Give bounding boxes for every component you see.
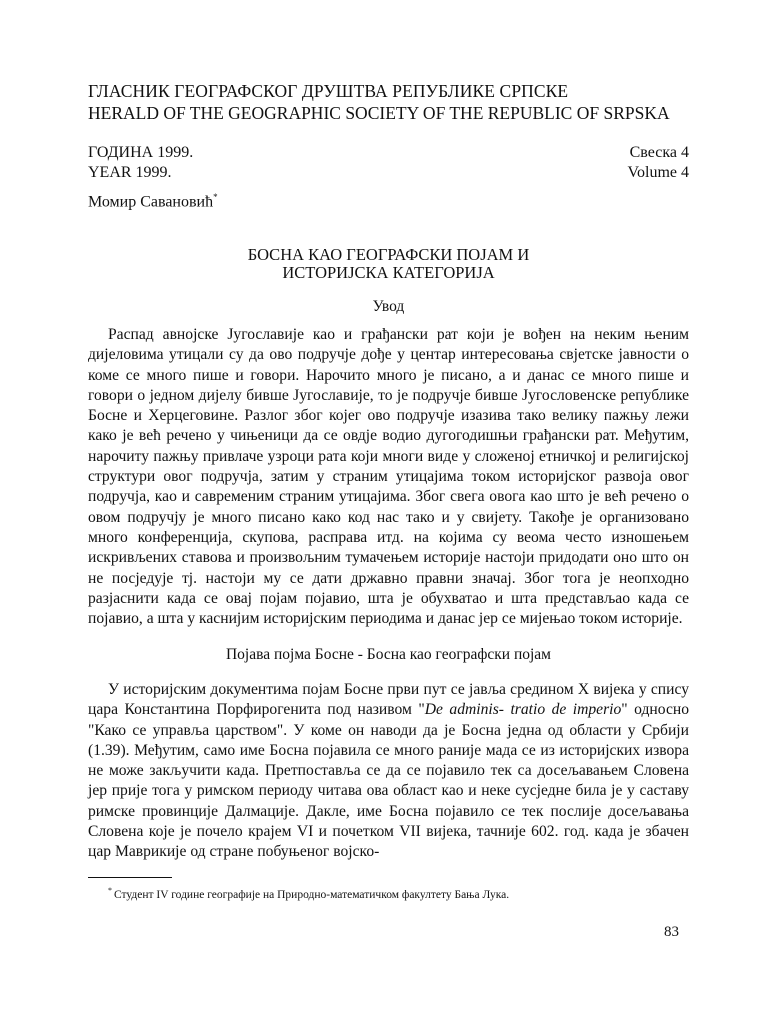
volume-english: Volume 4: [627, 164, 689, 181]
journal-title-english: HERALD OF THE GEOGRAPHIC SOCIETY OF THE REPUBLIC OF SRPSKA: [88, 103, 670, 123]
article-title-line2: ИСТОРИЈСКА КАТЕГОРИЈА: [282, 263, 495, 282]
footnote-divider: [88, 877, 172, 878]
journal-title-cyrillic: ГЛАСНИК ГЕОГРАФСКОГ ДРУШТВА РЕПУБЛИКЕ СРПСКЕ: [88, 81, 569, 101]
author: [88, 192, 218, 211]
footnote: [108, 886, 509, 901]
issue-cyrillic: Свеска 4: [629, 144, 689, 161]
meta-row-cyrillic: [88, 143, 689, 163]
section2-heading: Појава појма Босне - Босна као географски појам: [225, 646, 551, 663]
section2-text-part2: " односно "Како се управља царством". У коме он наводи да је Босна једна од области у Србији (1.39). Међутим, само име Босна појавила се много раније мада се из историјских извора не може закључити када. Претпоставља се да се појавило тек са досељавањем Словена јер прије тога у римском периоду читава ова област као и неке сусједне била је у саставу римске провинције Далмације. Дакле, име Босна појавило се тек послије досељавања Словена које је почело крајем VI и почетком VII вијека, тачније 602. год. када је збачен цар Маврикије од стране побуњеног војско-: [88, 701, 690, 861]
meta-row-english: [88, 163, 689, 183]
year-cyrillic: ГОДИНА 1999.: [88, 144, 194, 161]
author-footnote-mark: *: [213, 192, 218, 202]
author-name: Момир Савановић: [88, 193, 214, 211]
footnote-mark: *: [108, 886, 112, 895]
intro-heading: Увод: [372, 298, 405, 315]
intro-paragraph: Распад авнојске Југославије као и грађански рат који је вођен на неким њеним дијеловима утицали су да ово подручје дође у центар интересовања свјетске јавности о коме се много пише и говори. Нарочито много је писано, а и данас се много пише и говори о једном дијелу бивше Југославије, то је подручје бивше Југословенске републике Босне и Херцеговине. Разлог због којег ово подручје изазива тако велику пажњу лежи како је већ речено у чињеници да се овдје водио дугогодишњи грађански рат. Међутим, нарочиту пажњу привлаче узроци рата који многи виде у сложеној етничкој и религијској структури овог подручја, затим у страним утицајима током историјског развоја овог подручја, као и савременим страним утицајима. Због свега овога као што је већ речено о овом подручју је много писано како код нас тако и у свијету. Такође је организовано много конференција, скупова, расправа итд. на којима су веома често изношењем искривљених ставова и произвољним тумачењем историје настоји придодати оно што он не посједује тј. настоји му се дати државно правни значај. Због тога је неопходно разјаснити када се овај појам појавио, шта је обухватао и шта представљао када се појавио, а шта у каснијим историјским периодима и данас јер се мијењао током историје.: [88, 326, 689, 628]
section2-paragraph: [88, 680, 689, 863]
article-title-line1: БОСНА КАО ГЕОГРАФСКИ ПОЈАМ И: [247, 245, 530, 264]
section2-italic-title: De adminis- tratio de imperio: [424, 701, 622, 719]
page-number: 83: [664, 924, 679, 940]
year-english: YEAR 1999.: [88, 164, 172, 181]
section2-text-part1: У историјским документима појам Босне први пут се јавља средином X вијека у спису цара Константина Порфирогенита под називом ": [88, 681, 689, 719]
footnote-text: Студент IV године географије на Природно-математичком факултету Бања Лука.: [114, 888, 510, 901]
